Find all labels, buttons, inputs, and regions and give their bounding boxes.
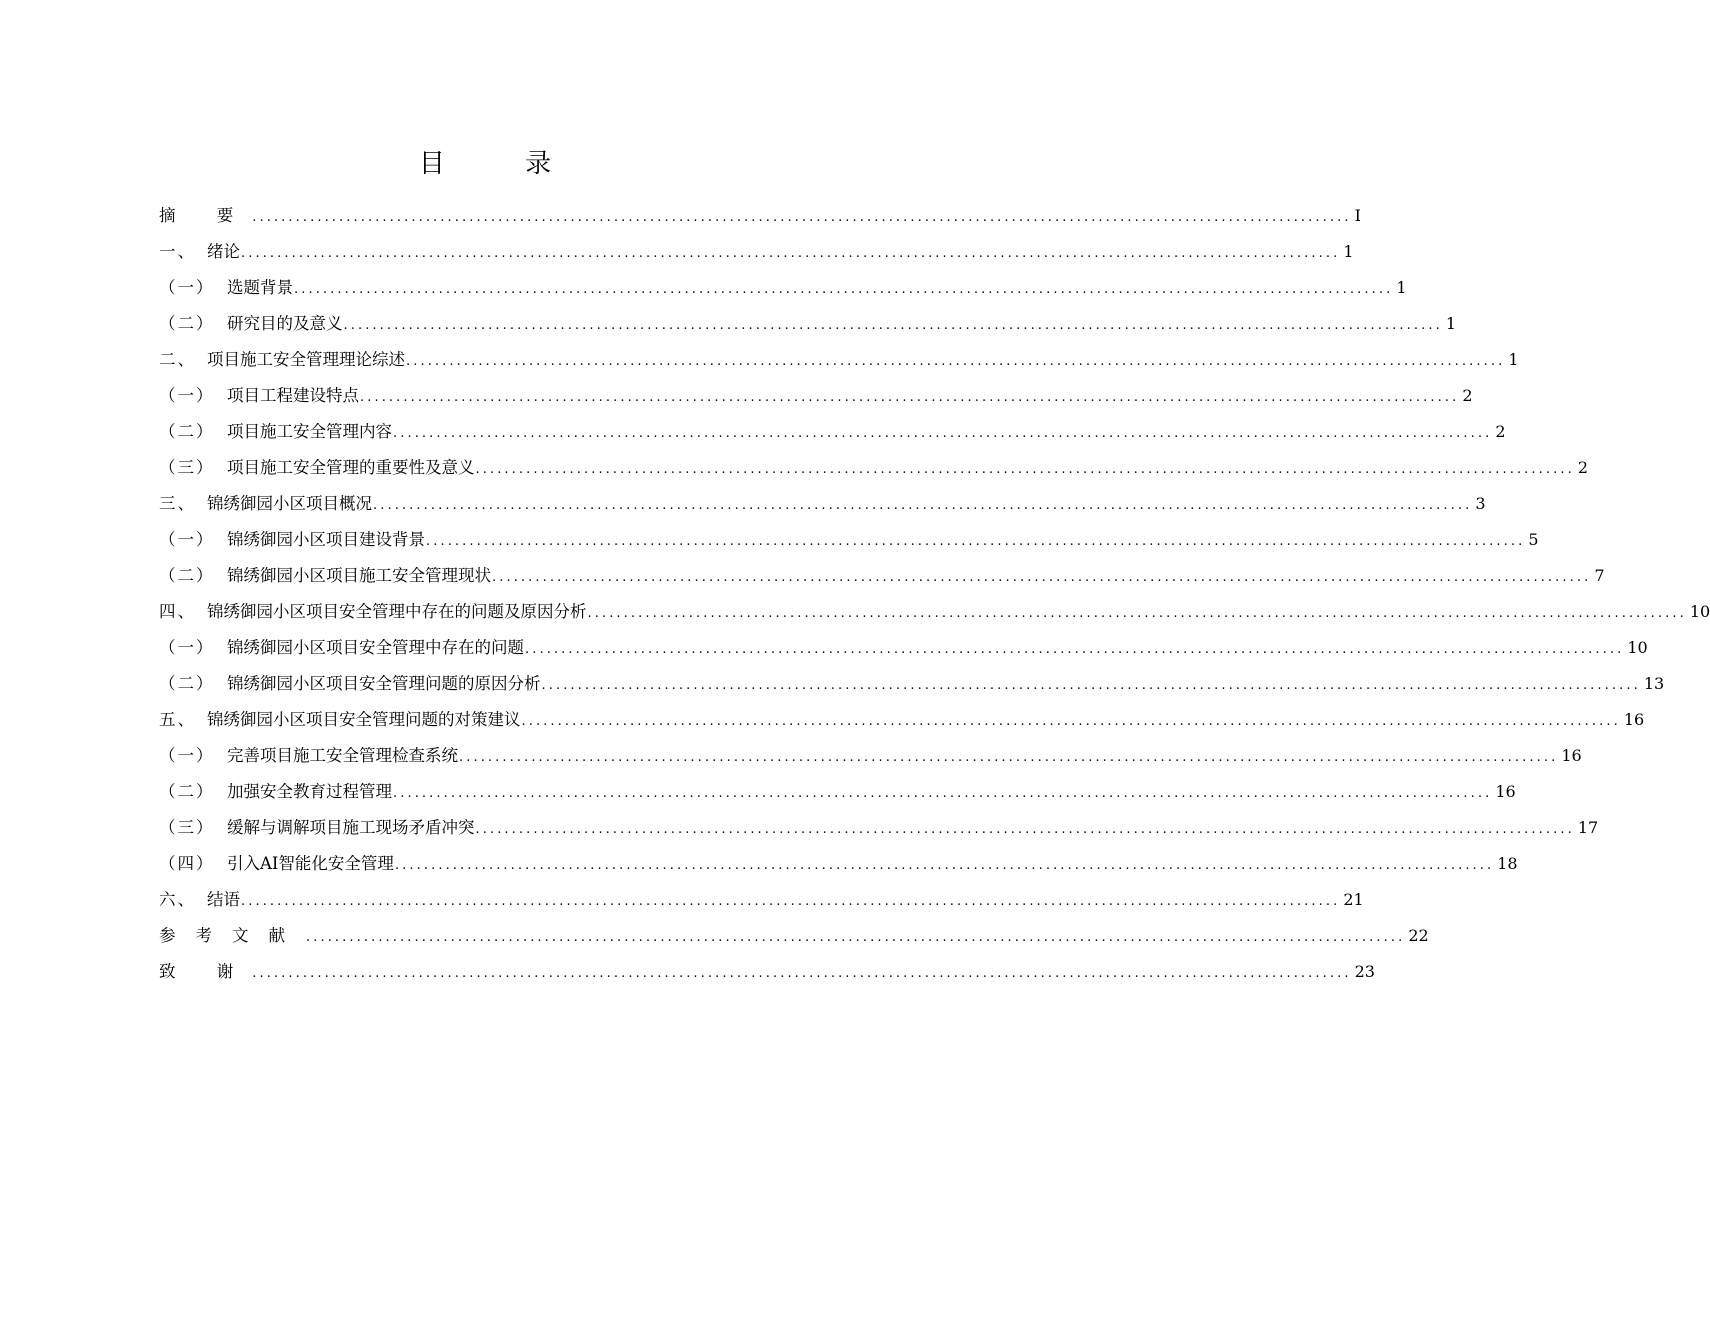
toc-entry-number: （二） xyxy=(159,782,215,801)
toc-leader-dots: ........................................................................................................................................................ xyxy=(241,246,1341,261)
toc-entry-section-5-2[interactable] xyxy=(159,774,1516,810)
toc-entry-section-5-3[interactable] xyxy=(159,810,1599,846)
toc-page-number: 13 xyxy=(1643,674,1665,693)
toc-entry-number: （一） xyxy=(159,638,215,657)
toc-page-number: 16 xyxy=(1623,710,1645,729)
toc-leader-dots: ........................................................................................................................................................ xyxy=(394,858,1495,873)
toc-entry-chapter-3[interactable] xyxy=(159,486,1486,522)
toc-entry-number: （一） xyxy=(159,530,215,549)
toc-entry-title: 绪论 xyxy=(207,242,240,261)
toc-entry-chapter-5[interactable] xyxy=(159,702,1645,738)
toc-entry-number: （四） xyxy=(159,854,215,873)
toc-leader-dots: ........................................................................................................................................................ xyxy=(521,714,1621,729)
toc-entry-number: （三） xyxy=(159,818,215,837)
toc-entry-number: 四、 xyxy=(159,602,196,621)
toc-leader-dots: ........................................................................................................................................................ xyxy=(406,354,1506,369)
toc-entry-number: （二） xyxy=(159,674,215,693)
toc-leader-dots: ........................................................................................................................................................ xyxy=(306,930,1406,945)
toc-entry-chapter-1[interactable] xyxy=(159,234,1354,270)
toc-entry-title: 项目施工安全管理的重要性及意义 xyxy=(227,458,475,477)
toc-page-number: 22 xyxy=(1408,926,1429,945)
toc-entry-section-3-2[interactable] xyxy=(159,558,1605,594)
toc-leader-dots: ........................................................................................................................................................ xyxy=(373,498,1473,513)
toc-leader-dots: ........................................................................................................................................................ xyxy=(492,570,1592,585)
toc-entry-chapter-6[interactable] xyxy=(159,882,1364,918)
toc-entry-chapter-2[interactable] xyxy=(159,342,1519,378)
toc-leader-dots: ........................................................................................................................................................ xyxy=(475,822,1575,837)
toc-leader-dots: ........................................................................................................................................................ xyxy=(426,534,1526,549)
toc-entry-number: （一） xyxy=(159,278,215,297)
toc-leader-dots: ........................................................................................................................................................ xyxy=(360,390,1460,405)
toc-entry-section-2-3[interactable] xyxy=(159,450,1588,486)
toc-entry-title: 缓解与调解项目施工现场矛盾冲突 xyxy=(227,818,475,837)
toc-entry-acknowledgements[interactable] xyxy=(159,954,1375,990)
toc-entry-title: 项目施工安全管理内容 xyxy=(227,422,392,441)
toc-entry-title: 锦绣御园小区项目施工安全管理现状 xyxy=(227,566,491,585)
toc-page-number: 1 xyxy=(1445,314,1456,333)
toc-leader-dots: ........................................................................................................................................................ xyxy=(393,786,1493,801)
toc-leader-dots: ........................................................................................................................................................ xyxy=(587,606,1687,621)
toc-page-number: 10 xyxy=(1689,602,1710,621)
toc-entry-section-2-1[interactable] xyxy=(159,378,1473,414)
toc-entry-title: 完善项目施工安全管理检查系统 xyxy=(227,746,458,765)
toc-page-number: 3 xyxy=(1475,494,1486,513)
toc-page-number: 7 xyxy=(1594,566,1605,585)
toc-page-number: 1 xyxy=(1343,242,1354,261)
toc-page-number: 5 xyxy=(1528,530,1539,549)
toc-entry-title: 参考文献 xyxy=(159,926,305,945)
toc-page-number: 1 xyxy=(1508,350,1519,369)
toc-entry-title: 锦绣御园小区项目概况 xyxy=(207,494,372,513)
toc-page-number: 18 xyxy=(1497,854,1518,873)
toc-entry-title: 结语 xyxy=(207,890,240,909)
toc-leader-dots: ........................................................................................................................................................ xyxy=(241,894,1341,909)
toc-leader-dots: ........................................................................................................................................................ xyxy=(459,750,1559,765)
toc-leader-dots: ........................................................................................................................................................ xyxy=(541,678,1641,693)
toc-page-number: 2 xyxy=(1462,386,1473,405)
toc-entry-title: 摘 要 xyxy=(159,206,252,225)
toc-leader-dots: ........................................................................................................................................................ xyxy=(294,282,1394,297)
toc-entry-title: 项目工程建设特点 xyxy=(227,386,359,405)
toc-entry-number: （一） xyxy=(159,746,215,765)
toc-page-number: 17 xyxy=(1577,818,1599,837)
toc-page-number: 10 xyxy=(1627,638,1648,657)
toc-entry-title: 选题背景 xyxy=(227,278,293,297)
toc-page-number: 21 xyxy=(1343,890,1364,909)
toc-entry-title: 锦绣御园小区项目安全管理问题的对策建议 xyxy=(207,710,521,729)
toc-entry-number: 二、 xyxy=(159,350,196,369)
toc-entry-title: 加强安全教育过程管理 xyxy=(227,782,392,801)
toc-entry-number: 一、 xyxy=(159,242,196,261)
toc-entry-title: 项目施工安全管理理论综述 xyxy=(207,350,405,369)
page-title: 目 录 xyxy=(418,149,588,179)
toc-page-number: 2 xyxy=(1495,422,1506,441)
toc-entry-number: 六、 xyxy=(159,890,196,909)
table-of-contents xyxy=(159,198,1710,990)
toc-entry-section-5-4[interactable] xyxy=(159,846,1518,882)
toc-page-number: 1 xyxy=(1396,278,1407,297)
toc-entry-title: 锦绣御园小区项目建设背景 xyxy=(227,530,425,549)
toc-entry-section-5-1[interactable] xyxy=(159,738,1582,774)
toc-entry-number: 三、 xyxy=(159,494,196,513)
toc-entry-number: 五、 xyxy=(159,710,196,729)
toc-leader-dots: ........................................................................................................................................................ xyxy=(252,966,1352,981)
toc-entry-number: （二） xyxy=(159,314,215,333)
toc-entry-number: （三） xyxy=(159,458,215,477)
toc-leader-dots: ........................................................................................................................................................ xyxy=(475,462,1575,477)
toc-entry-chapter-4[interactable] xyxy=(159,594,1710,630)
toc-entry-title: 锦绣御园小区项目安全管理中存在的问题及原因分析 xyxy=(207,602,587,621)
toc-page-number: 16 xyxy=(1495,782,1516,801)
toc-page-number: 23 xyxy=(1354,962,1375,981)
toc-leader-dots: ........................................................................................................................................................ xyxy=(252,210,1352,225)
toc-entry-number: （二） xyxy=(159,566,215,585)
toc-entry-section-1-1[interactable] xyxy=(159,270,1407,306)
toc-page-number: 2 xyxy=(1577,458,1588,477)
toc-entry-title: 致 谢 xyxy=(159,962,252,981)
toc-entry-number: （一） xyxy=(159,386,215,405)
toc-page-number: 16 xyxy=(1561,746,1582,765)
toc-entry-title: 锦绣御园小区项目安全管理中存在的问题 xyxy=(227,638,524,657)
toc-entry-number: （二） xyxy=(159,422,215,441)
toc-leader-dots: ........................................................................................................................................................ xyxy=(393,426,1493,441)
toc-leader-dots: ........................................................................................................................................................ xyxy=(343,318,1443,333)
toc-entry-section-4-1[interactable] xyxy=(159,630,1648,666)
toc-entry-references[interactable] xyxy=(159,918,1429,954)
toc-entry-title: 锦绣御园小区项目安全管理问题的原因分析 xyxy=(227,674,541,693)
toc-page-number: I xyxy=(1354,206,1361,225)
toc-entry-section-3-1[interactable] xyxy=(159,522,1539,558)
toc-entry-abstract[interactable] xyxy=(159,198,1361,234)
toc-entry-section-1-2[interactable] xyxy=(159,306,1456,342)
toc-leader-dots: ........................................................................................................................................................ xyxy=(525,642,1625,657)
toc-entry-section-4-2[interactable] xyxy=(159,666,1665,702)
toc-entry-title: 引入AI智能化安全管理 xyxy=(227,854,394,873)
toc-entry-title: 研究目的及意义 xyxy=(227,314,343,333)
toc-entry-section-2-2[interactable] xyxy=(159,414,1506,450)
